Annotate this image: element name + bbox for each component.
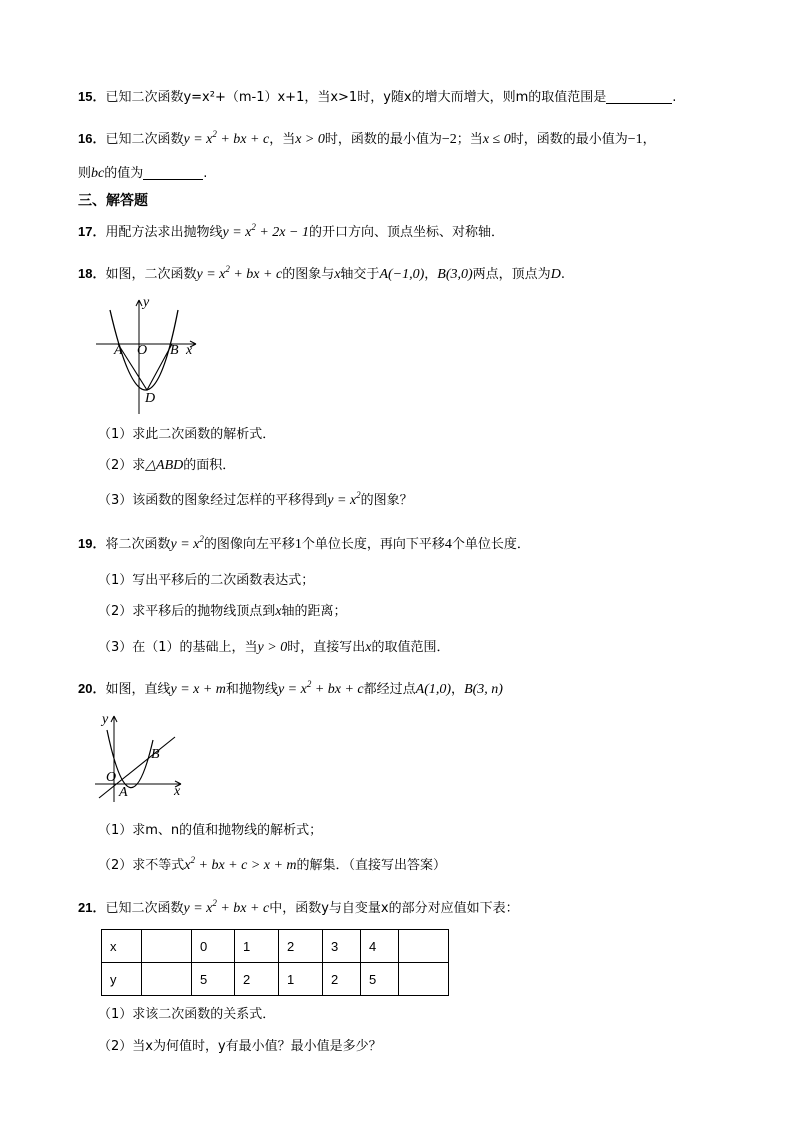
table-cell <box>399 963 449 996</box>
text: 的开口方向、顶点坐标、对称轴． <box>308 225 504 240</box>
text: 两点，顶点为 <box>472 267 551 282</box>
formula: $x^2$ + bx + c > x + m <box>184 855 297 873</box>
question-21: 21．已知二次函数$y = x^2$ + bx + c中，函数y与自变量x的部分对应值如下表： <box>78 898 519 916</box>
table-cell: x <box>102 930 142 963</box>
formula: $y = x^2$ + bx + c <box>277 679 364 697</box>
formula: $y = x^2$ + bx + c <box>183 898 270 916</box>
period: . <box>203 166 208 181</box>
formula: −2 <box>441 132 457 147</box>
point-b: B(3, n) <box>464 682 503 697</box>
table-cell: 4 <box>361 930 399 963</box>
formula: $y = x^2 + 2x - 1$ <box>222 222 309 240</box>
formula: y = x + m <box>170 682 226 697</box>
table-row <box>102 930 449 963</box>
text: ；当 <box>456 132 483 147</box>
text: 已知二次函数 <box>105 132 184 147</box>
table-cell: 5 <box>361 963 399 996</box>
text: ， <box>642 132 656 147</box>
formula: x ≤ 0 <box>482 132 511 147</box>
q18-parabola-figure <box>92 296 202 418</box>
label-o: O <box>137 343 148 358</box>
table-row <box>102 963 449 996</box>
question-number: 18． <box>78 266 106 281</box>
label-x: x <box>186 343 193 358</box>
question-number: 17． <box>78 224 106 239</box>
text: 如图，二次函数 <box>105 267 197 282</box>
point-a: A(1,0) <box>415 682 452 697</box>
text: ，当 <box>269 132 296 147</box>
table-cell: 1 <box>279 963 323 996</box>
q19-part-1: （1）写出平移后的二次函数表达式； <box>98 573 315 588</box>
section-heading: 三、解答题 <box>78 193 148 209</box>
label-y: y <box>143 296 150 310</box>
point-d: D <box>550 267 561 282</box>
q18-part-1: （1）求此二次函数的解析式． <box>98 427 276 442</box>
label-x: x <box>174 784 181 799</box>
q20-line-parabola-figure <box>93 712 185 804</box>
text: 的图象与 <box>282 267 335 282</box>
question-18 <box>78 264 565 285</box>
point-b: B(3,0) <box>437 267 473 282</box>
text: 的值为 <box>104 166 144 181</box>
text: 时，函数的最小值为 <box>510 132 628 147</box>
table-cell: 2 <box>323 963 361 996</box>
table-cell: 1 <box>235 930 279 963</box>
value-table <box>101 929 449 996</box>
table-cell: 2 <box>279 930 323 963</box>
formula: −1 <box>627 132 643 147</box>
formula: x <box>334 267 341 282</box>
q18-part-3: （3）该函数的图象经过怎样的平移得到$y = x^2$的图象？ <box>98 490 413 508</box>
question-text: 已知二次函数y=x²+（m-1）x+1，当x>1时，y随x的增大而增大，则m的取值范围是 <box>105 90 607 105</box>
formula: $y = x^2$ <box>327 490 361 508</box>
question-number: 20． <box>78 681 106 696</box>
question-16-line2 <box>78 164 207 184</box>
q19-part-2: （2）求平移后的抛物线顶点到x轴的距离； <box>98 604 347 619</box>
formula: $y = x^2$ + bx + c <box>183 129 270 147</box>
text: 轴交于 <box>340 267 380 282</box>
answer-blank[interactable] <box>606 89 672 104</box>
table-cell: 5 <box>192 963 235 996</box>
question-20: 20．如图，直线y = x + m和抛物线$y = x^2$ + bx + c都经过点A(1,0)，B(3, n) <box>78 679 503 697</box>
text: 时，函数的最小值为 <box>324 132 442 147</box>
text: ， <box>424 267 438 282</box>
label-d: D <box>145 391 156 406</box>
table-cell <box>142 930 192 963</box>
question-number: 21． <box>78 900 106 915</box>
q18-part-2: （2）求△ABD的面积． <box>98 458 236 473</box>
q20-part-2: （2）求不等式$x^2$ + bx + c > x + m的解集．（直接写出答案） <box>98 855 447 873</box>
table-cell: 3 <box>323 930 361 963</box>
table-cell: y <box>102 963 142 996</box>
period: . <box>672 90 677 105</box>
question-number: 16． <box>78 131 106 146</box>
text: 用配方法求出抛物线 <box>105 225 223 240</box>
question-19: 19．将二次函数$y = x^2$的图像向左平移1个单位长度，再向下平移4个单位长度． <box>78 534 530 552</box>
q19-part-3: （3）在（1）的基础上，当y > 0时，直接写出x的取值范围． <box>98 640 450 655</box>
question-number: 15． <box>78 89 106 104</box>
label-a: A <box>114 343 123 358</box>
q21-part-1: （1）求该二次函数的关系式． <box>98 1007 276 1022</box>
q20-part-1: （1）求m、n的值和抛物线的解析式； <box>98 823 323 838</box>
label-b: B <box>170 343 179 358</box>
question-16 <box>78 129 656 150</box>
formula: $y = x^2$ + bx + c <box>196 264 283 282</box>
label-o: O <box>106 770 117 785</box>
point-a: A(−1,0) <box>379 267 425 282</box>
formula: $y = x^2$ <box>170 534 204 552</box>
question-17 <box>78 222 504 243</box>
period: . <box>560 267 565 282</box>
table-cell <box>399 930 449 963</box>
label-y: y <box>102 712 109 727</box>
table-cell: 2 <box>235 963 279 996</box>
answer-blank[interactable] <box>143 165 203 180</box>
table-cell: 0 <box>192 930 235 963</box>
label-b: B <box>151 747 160 762</box>
formula: x > 0 <box>295 132 325 147</box>
formula: △ABD <box>145 458 184 473</box>
q21-part-2: （2）当x为何值时，y有最小值？最小值是多少？ <box>98 1039 382 1054</box>
question-number: 19． <box>78 536 106 551</box>
label-a: A <box>119 785 128 800</box>
table-cell <box>142 963 192 996</box>
formula: bc <box>91 166 105 181</box>
question-15 <box>78 87 676 108</box>
text: 则 <box>78 166 92 181</box>
